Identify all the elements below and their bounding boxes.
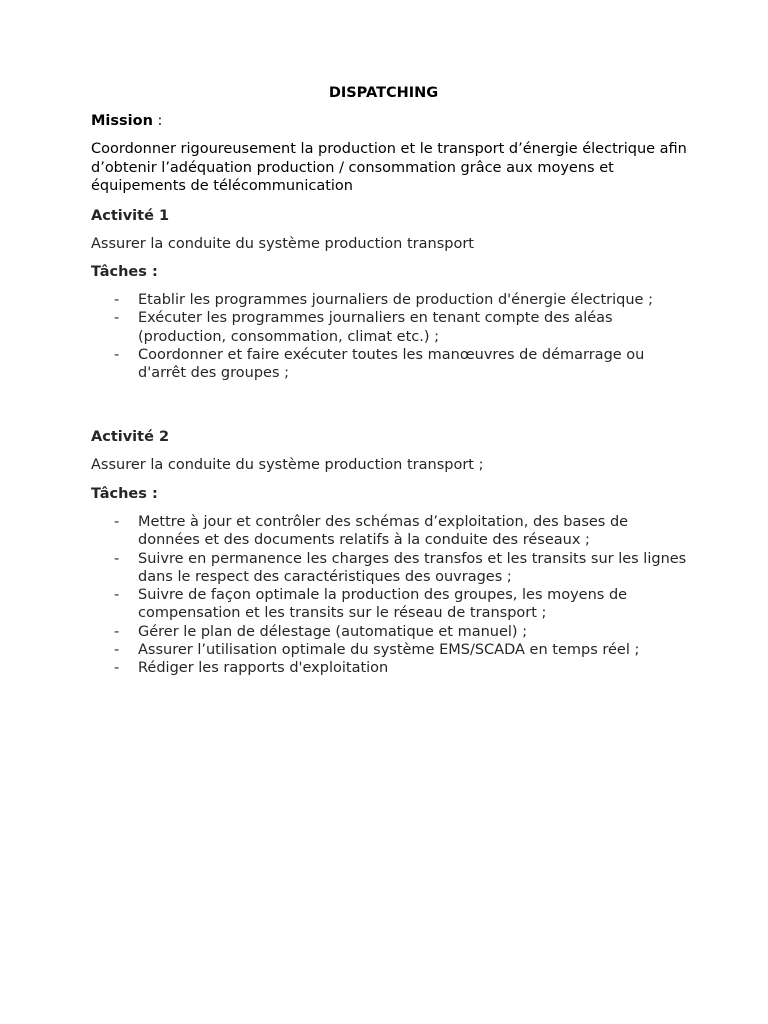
list-marker: - (114, 310, 120, 327)
activity-1-description: Assurer la conduite du système production transport (91, 235, 474, 252)
list-marker: - (114, 660, 120, 677)
list-marker: - (114, 513, 120, 530)
mission-text: Coordonner rigoureusement la production et le transport d’énergie électrique afin d’obtenir l’adéquation production / consommation grâce aux moyens et équipements de télécommunication (91, 141, 687, 194)
activity-1-tasks-label: Tâches : (91, 264, 158, 280)
mission-label: Mission (91, 113, 153, 129)
activity-2-tasks-label: Tâches : (91, 485, 158, 502)
list-marker: - (114, 642, 120, 659)
list-item: - Suivre de façon optimale la production des groupes, les moyens de compensation et les transits sur le réseau de transport ; (114, 587, 628, 622)
list-marker: - (114, 623, 120, 640)
document-title: DISPATCHING (328, 85, 439, 101)
list-marker: - (114, 346, 120, 363)
list-item: - Coordonner et faire exécuter toutes les manœuvres de démarrage ou d'arrêt des groupes ; (114, 346, 645, 382)
mission-heading (91, 112, 691, 130)
list-marker: - (114, 587, 120, 604)
list-item: - Exécuter les programmes journaliers en tenant compte des aléas (production, consommation, climat etc.) ; (114, 310, 613, 345)
list-item: - Rédiger les rapports d'exploitation (114, 660, 389, 677)
activity-1-task-list (91, 291, 691, 382)
activity-1-heading: Activité 1 (91, 207, 170, 224)
list-item: - Assurer l’utilisation optimale du système EMS/SCADA en temps réel ; (114, 642, 640, 659)
activity-2-heading: Activité 2 (91, 429, 170, 446)
document-page (91, 84, 691, 678)
activity-2-description: Assurer la conduite du système production transport ; (91, 457, 484, 474)
mission-separator: : (152, 113, 163, 129)
list-item: - Suivre en permanence les charges des transfos et les transits sur les lignes dans le respect des caractéristiques des ouvrages ; (114, 550, 687, 585)
activity-2-task-list (91, 513, 691, 678)
list-marker: - (114, 292, 120, 308)
list-item: - Mettre à jour et contrôler des schémas d’exploitation, des bases de données et des documents relatifs à la conduite des réseaux ; (114, 513, 629, 549)
list-item: - Gérer le plan de délestage (automatique et manuel) ; (114, 623, 528, 640)
list-item: - Etablir les programmes journaliers de production d'énergie électrique ; (114, 292, 653, 308)
list-marker: - (114, 550, 120, 567)
